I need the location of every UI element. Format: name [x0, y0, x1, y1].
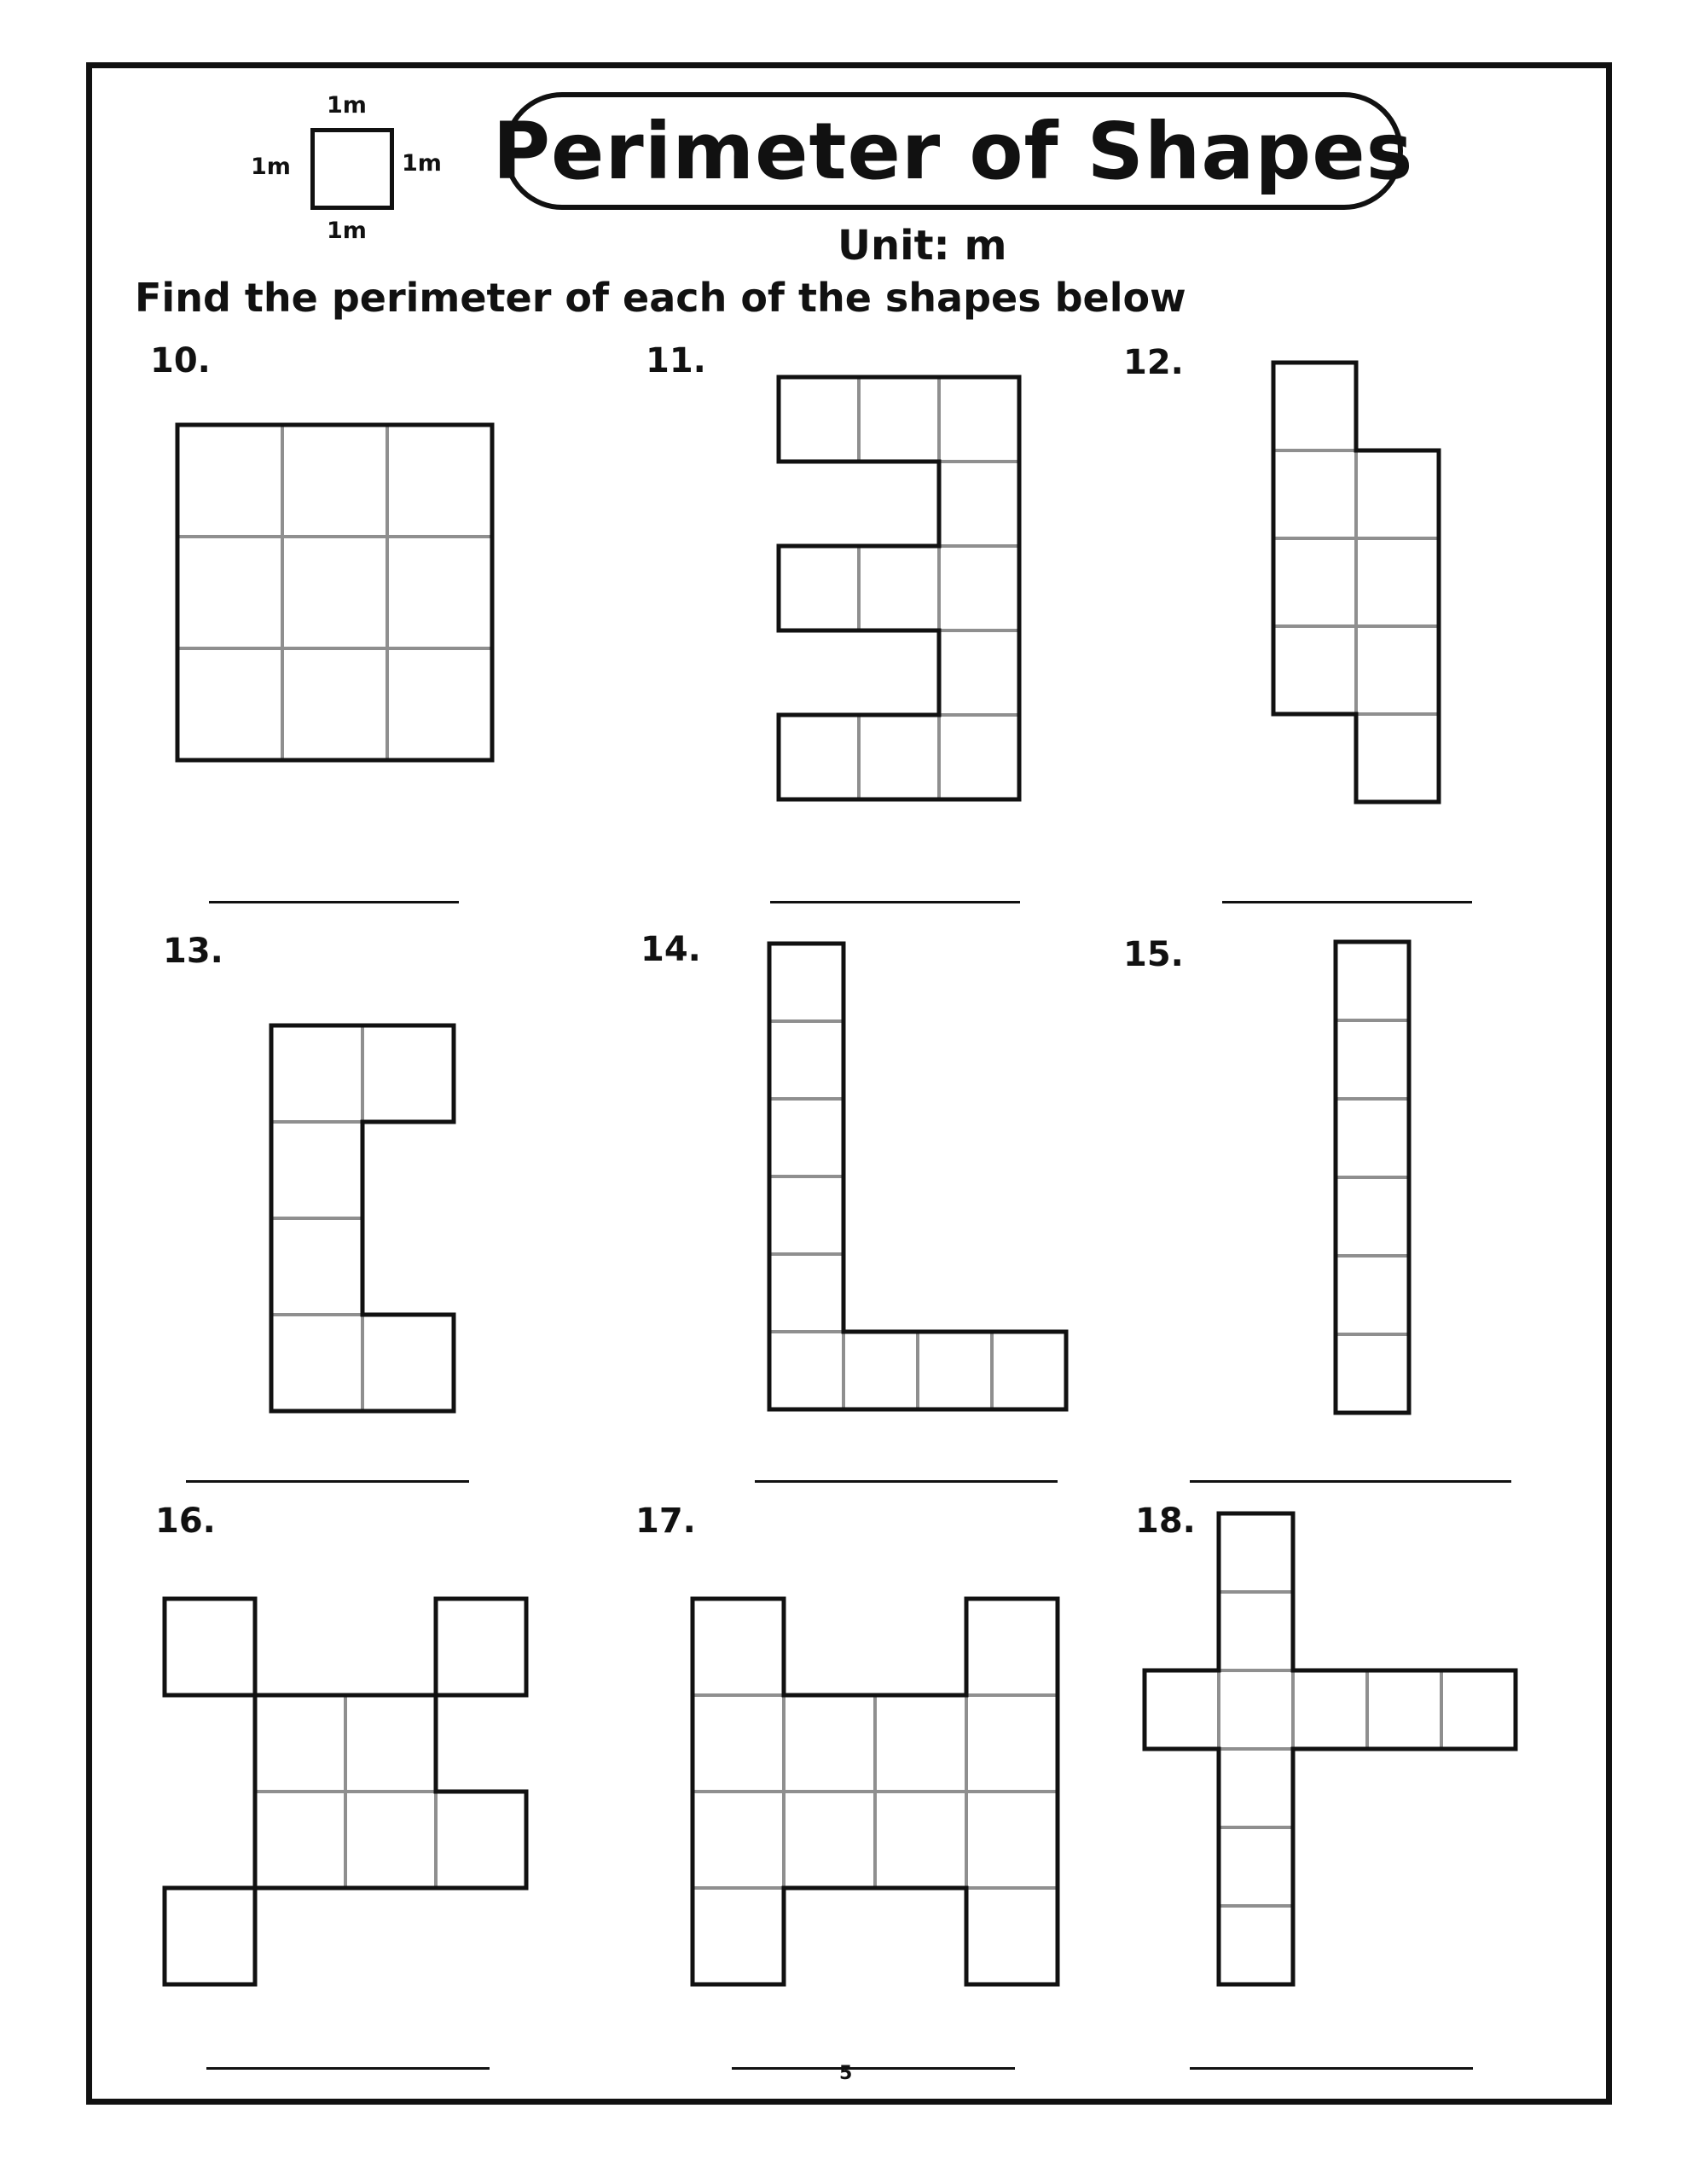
unit-square-top-label: 1m	[327, 92, 367, 119]
page-title: Perimeter of Shapes	[492, 105, 1414, 197]
shape-13	[271, 1025, 454, 1411]
unit-square-bottom-label: 1m	[327, 218, 367, 244]
shape-18	[1145, 1513, 1516, 1984]
question-number-12: 12.	[1123, 343, 1184, 382]
shape-14	[769, 944, 1066, 1409]
question-number-15: 15.	[1123, 935, 1184, 974]
question-number-16: 16.	[155, 1502, 216, 1541]
page-number: 5	[839, 2063, 853, 2084]
shape-10	[177, 425, 492, 760]
unit-square-left-label: 1m	[251, 154, 291, 180]
question-number-13: 13.	[163, 932, 223, 971]
shape-12	[1273, 363, 1439, 802]
unit-square-right-label: 1m	[402, 150, 442, 177]
shape-15	[1336, 942, 1409, 1413]
instructions: Find the perimeter of each of the shapes below	[135, 275, 1186, 321]
shape-16	[165, 1599, 526, 1984]
question-number-11: 11.	[646, 341, 706, 380]
question-number-18: 18.	[1135, 1502, 1196, 1541]
question-number-14: 14.	[641, 930, 701, 969]
question-number-17: 17.	[635, 1502, 696, 1541]
shape-17	[693, 1599, 1058, 1984]
shape-11	[779, 377, 1019, 799]
question-number-10: 10.	[150, 341, 211, 380]
unit-caption: Unit: m	[838, 222, 1007, 270]
